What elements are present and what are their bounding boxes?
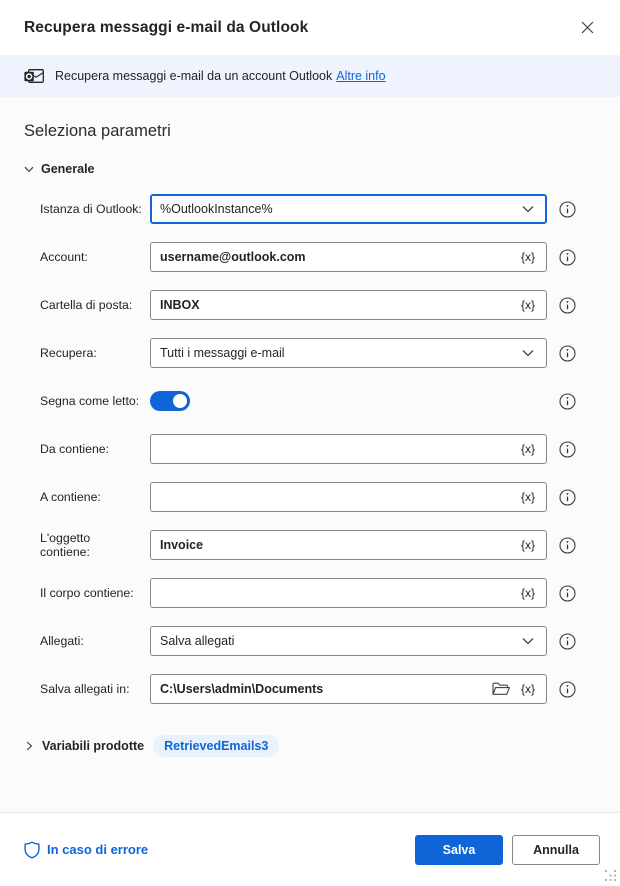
more-info-link[interactable]: Altre info: [336, 69, 386, 83]
produced-variable-pill[interactable]: RetrievedEmails3: [153, 735, 279, 757]
select-value: Salva allegati: [160, 634, 235, 648]
info-icon[interactable]: [559, 393, 576, 410]
input-value: INBOX: [160, 298, 200, 312]
info-icon[interactable]: [559, 345, 576, 362]
account-input[interactable]: [150, 242, 547, 272]
outlook-instance-select[interactable]: [150, 194, 547, 224]
mark-as-read-toggle[interactable]: [150, 391, 190, 411]
select-value: %OutlookInstance%: [160, 202, 273, 216]
close-button[interactable]: [574, 15, 600, 41]
outlook-icon: [24, 67, 44, 85]
mail-folder-input[interactable]: [150, 290, 547, 320]
field-row: [24, 434, 596, 464]
from-contains-input[interactable]: [150, 434, 547, 464]
chevron-down-icon[interactable]: [519, 635, 537, 647]
field-label: A contiene:: [40, 490, 101, 504]
dialog-footer: [0, 812, 620, 886]
info-icon[interactable]: [559, 585, 576, 602]
chevron-down-icon[interactable]: [519, 347, 537, 359]
variable-picker-button[interactable]: {x}: [520, 586, 535, 600]
dialog-header: [0, 0, 620, 55]
variables-produced-label[interactable]: Variabili prodotte: [42, 739, 145, 753]
folder-icon: [492, 682, 510, 696]
info-icon[interactable]: [559, 681, 576, 698]
field-label: Salva allegati in:: [40, 682, 130, 696]
field-row: [24, 626, 596, 656]
field-row: [24, 338, 596, 368]
info-icon[interactable]: [559, 441, 576, 458]
field-label: Segna come letto:: [40, 394, 140, 408]
field-row: [24, 242, 596, 272]
subject-contains-input[interactable]: [150, 530, 547, 560]
parameters-heading: Seleziona parametri: [24, 122, 171, 140]
info-icon[interactable]: [559, 201, 576, 218]
body-contains-input[interactable]: [150, 578, 547, 608]
parameters-panel: [0, 97, 620, 812]
close-icon: [581, 21, 594, 34]
field-row: [24, 194, 596, 224]
on-error-link[interactable]: [24, 841, 148, 859]
variables-produced-row: [26, 735, 596, 757]
field-label: Il corpo contiene:: [40, 586, 134, 600]
chevron-down-icon[interactable]: [519, 203, 537, 215]
info-icon[interactable]: [559, 633, 576, 650]
field-label: Allegati:: [40, 634, 84, 648]
input-value: username@outlook.com: [160, 250, 306, 264]
on-error-label: In caso di errore: [47, 842, 149, 857]
shield-icon: [24, 841, 40, 859]
retrieve-select[interactable]: [150, 338, 547, 368]
toggle-container: [150, 386, 547, 416]
select-value: Tutti i messaggi e-mail: [160, 346, 285, 360]
section-label: Generale: [41, 162, 95, 176]
save-button[interactable]: Salva: [415, 835, 503, 865]
field-row: [24, 290, 596, 320]
cancel-button[interactable]: Annulla: [512, 835, 600, 865]
variable-picker-button[interactable]: {x}: [520, 250, 535, 264]
toggle-knob: [173, 394, 187, 408]
chevron-down-icon: [24, 166, 34, 173]
input-value: Invoice: [160, 538, 204, 552]
field-label: L'oggetto contiene:: [40, 531, 91, 559]
save-attachments-into-input[interactable]: [150, 674, 547, 704]
field-label: Account:: [40, 250, 88, 264]
variable-picker-button[interactable]: {x}: [520, 442, 535, 456]
attachments-select[interactable]: [150, 626, 547, 656]
info-icon[interactable]: [559, 537, 576, 554]
field-row: [24, 530, 596, 560]
banner-description: Recupera messaggi e-mail da un account Outlook: [55, 69, 333, 83]
dialog-title: Recupera messaggi e-mail da Outlook: [24, 18, 309, 36]
variable-picker-button[interactable]: {x}: [520, 682, 535, 696]
field-label: Da contiene:: [40, 442, 110, 456]
input-value: C:\Users\admin\Documents: [160, 682, 324, 696]
info-icon[interactable]: [559, 297, 576, 314]
footer-buttons: [415, 835, 600, 865]
variable-picker-button[interactable]: {x}: [520, 490, 535, 504]
field-label: Recupera:: [40, 346, 97, 360]
field-row: [24, 386, 596, 416]
folder-picker-button[interactable]: [492, 682, 510, 696]
field-label: Cartella di posta:: [40, 298, 133, 312]
variable-picker-button[interactable]: {x}: [520, 298, 535, 312]
field-row: [24, 482, 596, 512]
info-icon[interactable]: [559, 489, 576, 506]
banner-text: [55, 69, 386, 83]
variable-picker-button[interactable]: {x}: [520, 538, 535, 552]
field-row: [24, 578, 596, 608]
to-contains-input[interactable]: [150, 482, 547, 512]
info-icon[interactable]: [559, 249, 576, 266]
resize-grip[interactable]: [605, 871, 616, 882]
section-generale[interactable]: [24, 162, 596, 176]
field-row: [24, 674, 596, 704]
chevron-right-icon[interactable]: [26, 741, 33, 751]
field-label: Istanza di Outlook:: [40, 202, 142, 216]
action-description-banner: [0, 55, 620, 97]
